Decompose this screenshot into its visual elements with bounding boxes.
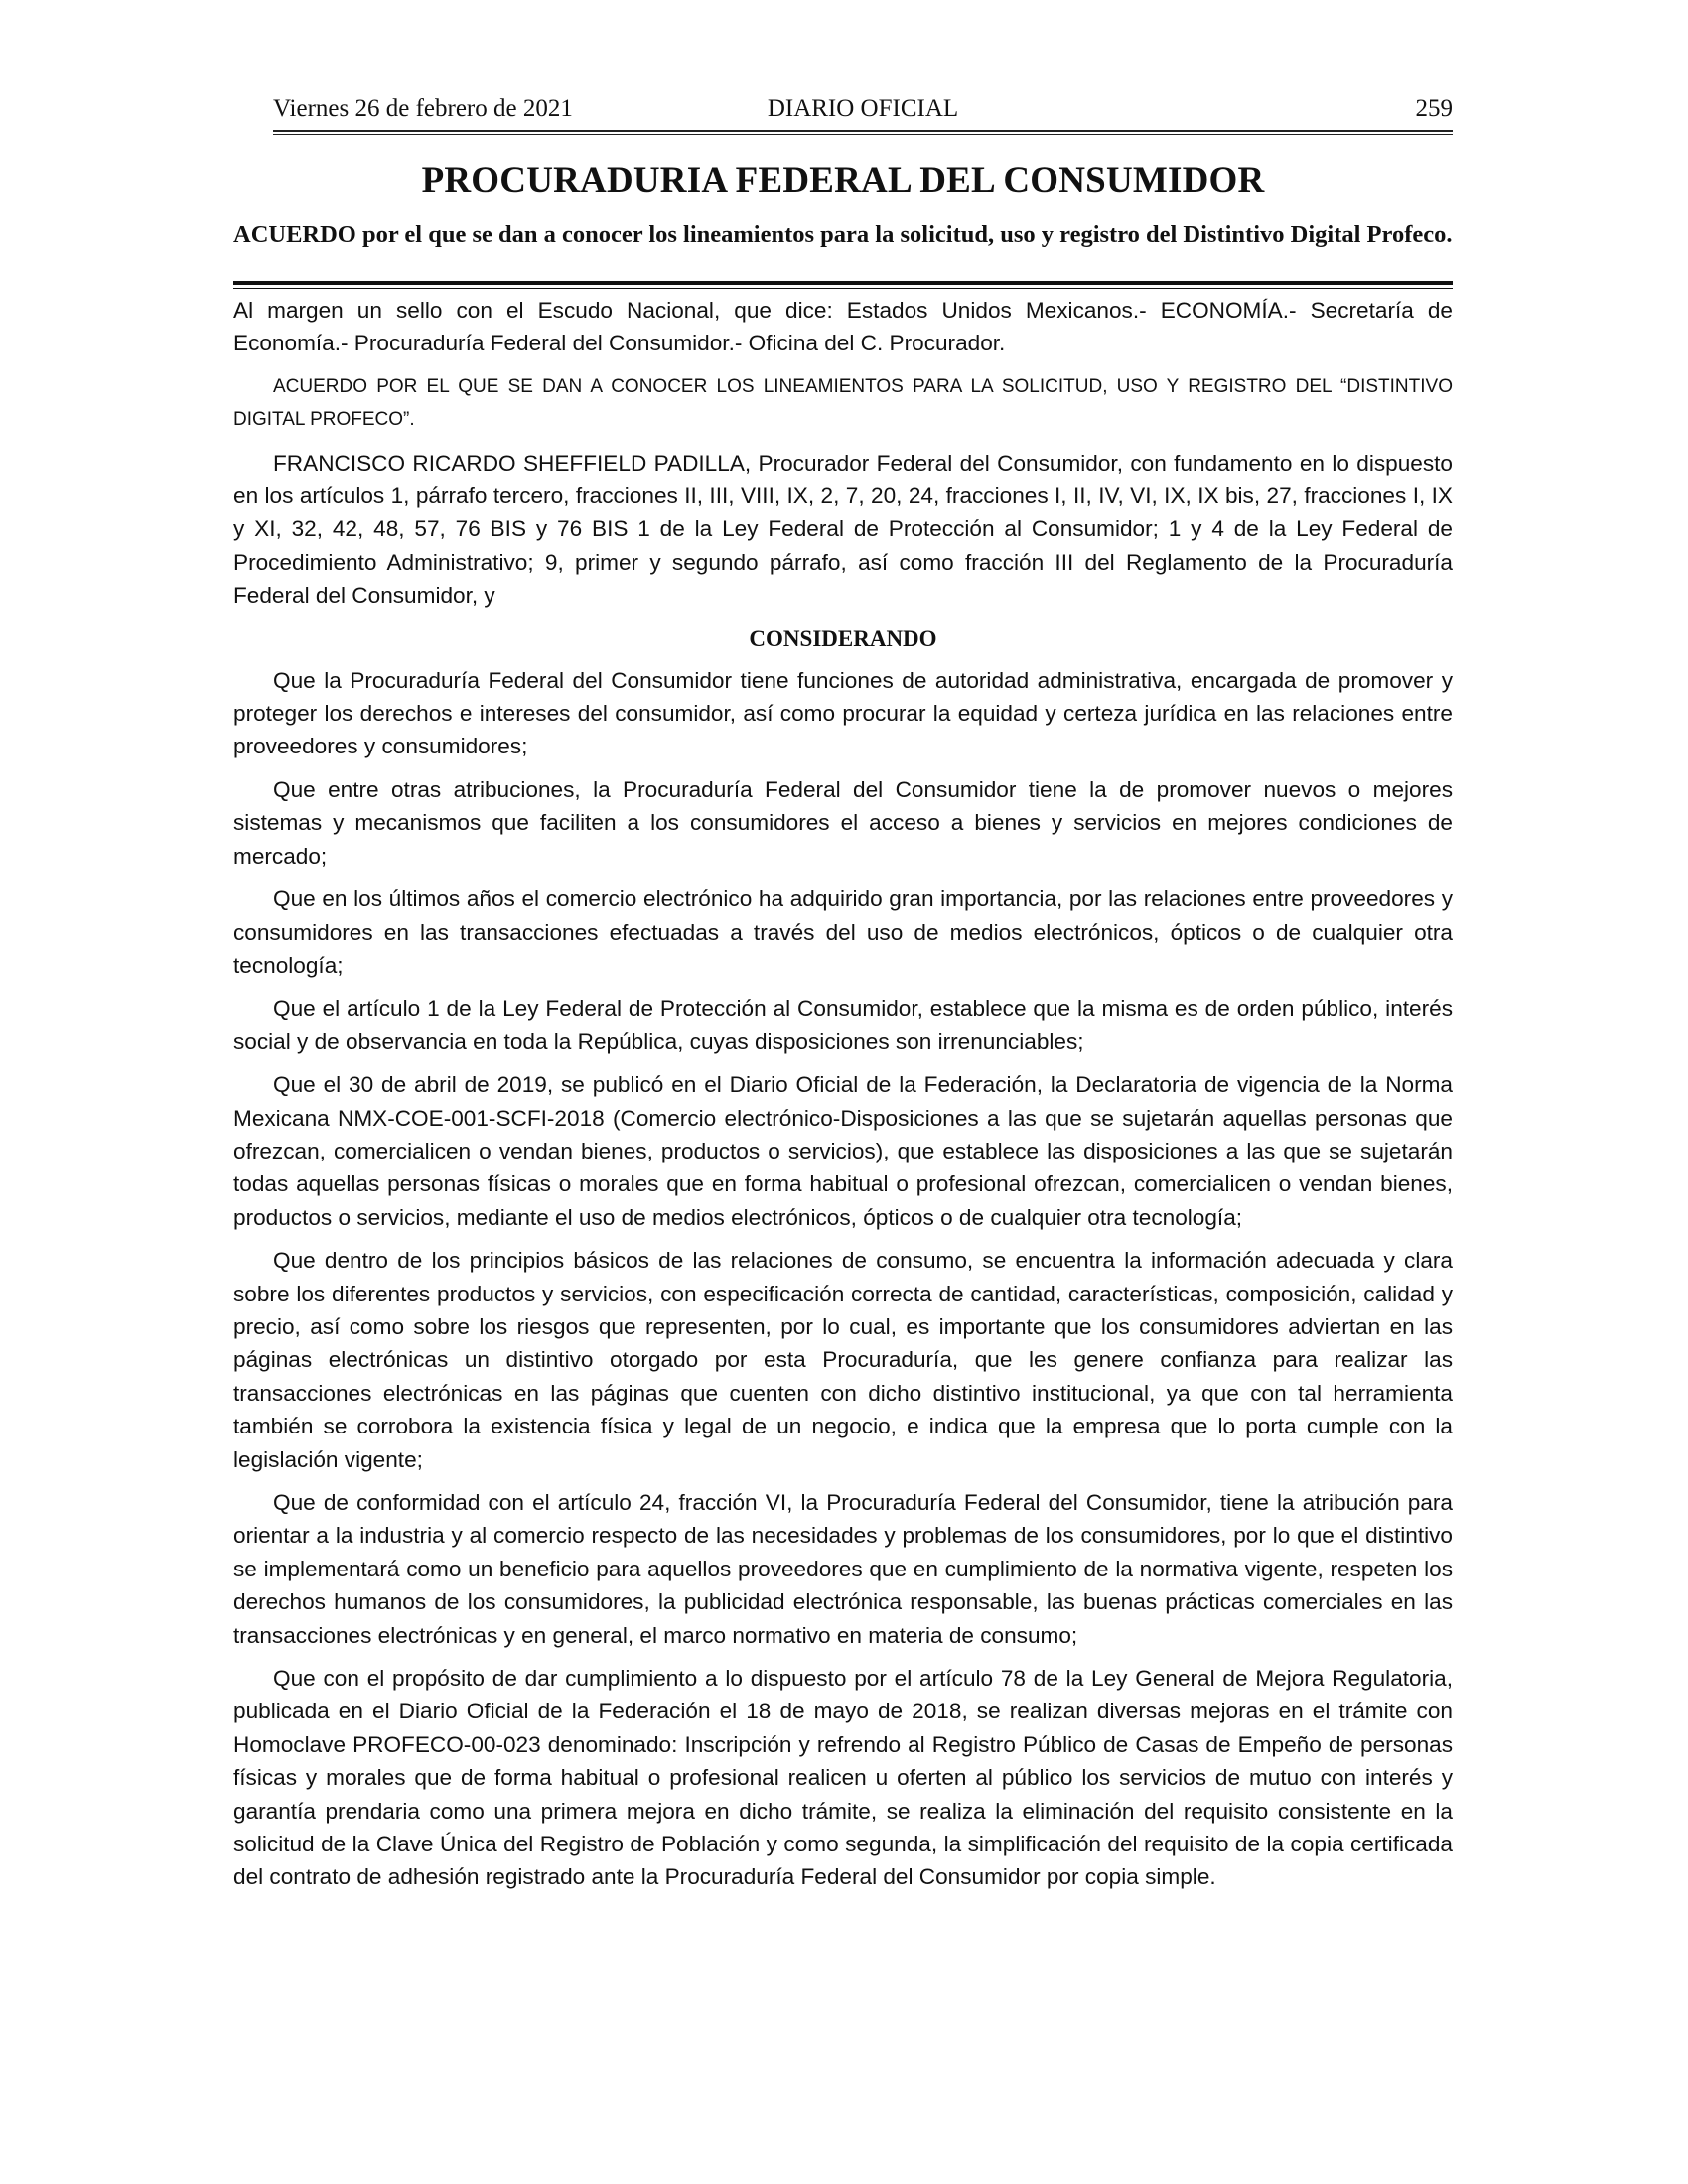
considerando-paragraph: Que dentro de los principios básicos de las relaciones de consumo, se encuentra la información adecuada y clara sobre los diferentes productos y servicios, con especificación correcta de cantidad, características, composición, calidad y precio, así como sobre los riesgos que representen, por lo cual, es importante que los consumidores adviertan en las páginas electrónicas un distintivo otorgado por esta Procuraduría, que les genere confianza para realizar las transacciones electrónicas en las páginas que cuenten con dicho distintivo institucional, ya que con tal herramienta también se corrobora la existencia física y legal de un negocio, e indica que la empresa que lo porta cumple con la legislación vigente; <box>233 1248 1453 1472</box>
document-body <box>233 294 1453 1904</box>
considerando-paragraph: Que entre otras atribuciones, la Procuraduría Federal del Consumidor tiene la de promover nuevos o mejores sistemas y mecanismos que faciliten a los consumidores el acceso a bienes y servicios en mejores condiciones de mercado; <box>233 776 1453 869</box>
caps-title: ACUERDO POR EL QUE SE DAN A CONOCER LOS LINEAMIENTOS PARA LA SOLICITUD, USO Y REGISTRO DEL “DISTINTIVO DIGITAL PROFECO”. <box>233 375 1453 431</box>
preamble-paragraph: FRANCISCO RICARDO SHEFFIELD PADILLA, Procurador Federal del Consumidor, con fundamento en lo dispuesto en los artículos 1, párrafo tercero, fracciones II, III, VIII, IX, 2, 7, 20, 24, fracciones I, II, IV, VI, IX, IX bis, 27, fracciones I, IX y XI, 32, 42, 48, 57, 76 BIS y 76 BIS 1 de la Ley Federal de Protección al Consumidor; 1 y 4 de la Ley Federal de Procedimiento Administrativo; 9, primer y segundo párrafo, así como fracción III del Reglamento de la Procuraduría Federal del Consumidor, y <box>233 450 1453 609</box>
title-rule-thin <box>233 288 1453 289</box>
considerando-paragraph: Que de conformidad con el artículo 24, fracción VI, la Procuraduría Federal del Consumidor, tiene la atribución para orientar a la industria y al comercio respecto de las necesidades y problemas de los consumidores, por lo que el distintivo se implementará como un beneficio para aquellos proveedores que en cumplimiento de la normativa vigente, respeten los derechos humanos de los consumidores, la publicidad electrónica responsable, las buenas prácticas comerciales en las transacciones electrónicas y en general, el marco normativo en materia de consumo; <box>233 1490 1453 1648</box>
section-heading: CONSIDERANDO <box>749 625 937 651</box>
agency-title: PROCURADURIA FEDERAL DEL CONSUMIDOR <box>421 160 1265 201</box>
header-publication: DIARIO OFICIAL <box>767 95 959 122</box>
considerando-paragraph: Que la Procuraduría Federal del Consumidor tiene funciones de autoridad administrativa, encargada de promover y proteger los derechos e intereses del consumidor, así como procurar la equidad y certeza jurídica en las relaciones entre proveedores y consumidores; <box>233 667 1453 759</box>
header-rule-thin <box>273 134 1453 135</box>
header-rule <box>273 130 1453 132</box>
header-date: Viernes 26 de febrero de 2021 <box>273 95 573 122</box>
considerando-paragraph: Que el artículo 1 de la Ley Federal de Protección al Consumidor, establece que la misma es de orden público, interés social y de observancia en toda la República, cuyas disposiciones son irrenunciables; <box>233 996 1453 1054</box>
seal-note: Al margen un sello con el Escudo Nacional, que dice: Estados Unidos Mexicanos.- ECONOMÍA.- Secretaría de Economía.- Procuraduría Federal del Consumidor.- Oficina del C. Procurador. <box>233 298 1453 356</box>
considerando-paragraph: Que el 30 de abril de 2019, se publicó en el Diario Oficial de la Federación, la Declaratoria de vigencia de la Norma Mexicana NMX-COE-001-SCFI-2018 (Comercio electrónico-Disposiciones a las que se sujetarán aquellas personas que ofrezcan, comercialicen o vendan bienes, productos o servicios), que establece las disposiciones a las que se sujetarán todas aquellas personas físicas o morales que en forma habitual o profesional ofrezcan, comercialicen o vendan bienes, productos o servicios, mediante el uso de medios electrónicos, ópticos o de cualquier otra tecnología; <box>233 1072 1453 1230</box>
decree-title: ACUERDO por el que se dan a conocer los lineamientos para la solicitud, uso y registro del Distintivo Digital Profeco. <box>233 221 1453 248</box>
title-rule-thick <box>233 281 1453 285</box>
considerando-paragraph: Que en los últimos años el comercio electrónico ha adquirido gran importancia, por las relaciones entre proveedores y consumidores en las transacciones efectuadas a través del uso de medios electrónicos, ópticos o de cualquier otra tecnología; <box>233 887 1453 978</box>
header-page-number: 259 <box>1415 95 1453 122</box>
considerando-paragraph: Que con el propósito de dar cumplimiento a lo dispuesto por el artículo 78 de la Ley General de Mejora Regulatoria, publicada en el Diario Oficial de la Federación el 18 de mayo de 2018, se realizan diversas mejoras en el trámite con Homoclave PROFECO-00-023 denominado: Inscripción y refrendo al Registro Público de Casas de Empeño de personas físicas y morales que de forma habitual o profesional realicen u oferten al público los servicios de mutuo con interés y garantía prendaria como una primera mejora en dicho trámite, se realiza la eliminación del requisito consistente en la solicitud de la Clave Única del Registro de Población y como segunda, la simplificación del requisito de la copia certificada del contrato de adhesión registrado ante la Procuraduría Federal del Consumidor por copia simple. <box>233 1666 1453 1890</box>
running-header <box>273 95 1453 129</box>
